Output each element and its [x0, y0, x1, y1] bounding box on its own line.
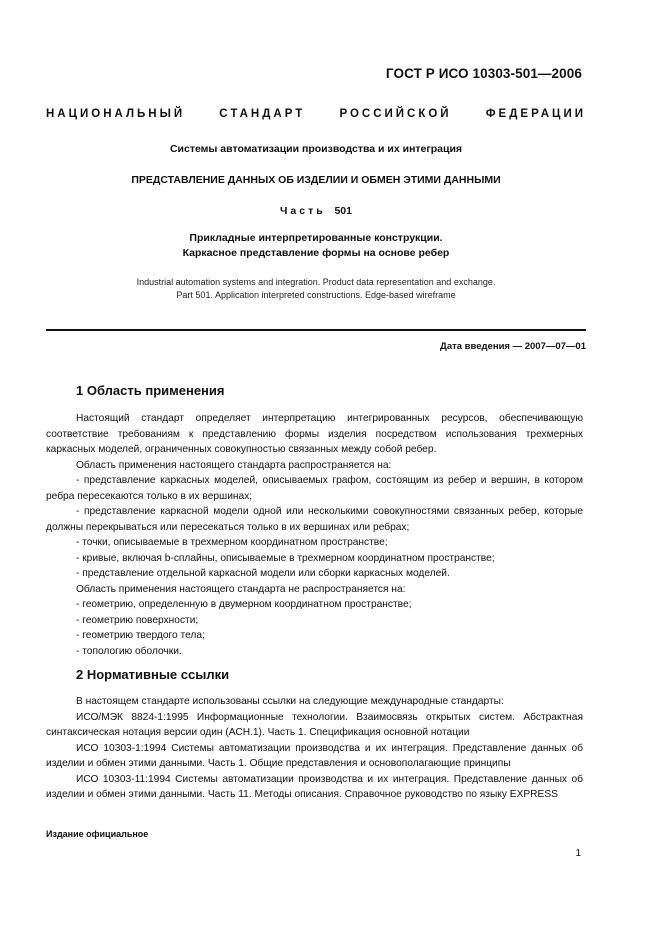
english-title-line: Part 501. Application interpreted constructions. Edge-based wireframe: [176, 290, 456, 300]
list-item: - геометрию поверхности;: [76, 614, 199, 626]
title-line: Каркасное представление формы на основе ребер: [182, 247, 450, 259]
banner-word: ФЕДЕРАЦИИ: [485, 108, 586, 120]
edition-note: Издание официальное: [46, 829, 149, 839]
title-line: Прикладные интерпретированные конструкции.: [189, 232, 443, 244]
part-word: Часть: [280, 205, 326, 217]
list-item: - геометрию, определенную в двумерном координатном пространстве;: [76, 599, 412, 610]
section-body: [46, 694, 583, 803]
reference-item: ИСО 10303-11:1994 Системы автоматизации производства и их интеграция. Представление данных об изделии и обмен этими данными. Часть 11. Методы описания. Справочное руководство по языку EXPRESS: [46, 773, 583, 800]
list-item: - точки, описываемые в трехмерном координатном пространстве;: [76, 537, 388, 548]
paragraph: Область применения настоящего стандарта не распространяется на:: [76, 583, 406, 595]
part-number: 501: [334, 205, 352, 217]
paragraph: В настоящем стандарте использованы ссылки на следующие международные стандарты:: [76, 696, 504, 707]
list-item: - геометрию твердого тела;: [76, 630, 205, 641]
national-standard-banner: [46, 108, 586, 120]
banner-word: СТАНДАРТ: [219, 108, 306, 120]
reference-item: ИСО 10303-1:1994 Системы автоматизации производства и их интеграция. Представление данных об изделии и обмен этими данными. Часть 1. Общие представления и основополагающие принципы: [46, 742, 583, 769]
document-title: [46, 231, 586, 261]
banner-word: РОССИЙСКОЙ: [339, 108, 452, 120]
section-body: [46, 411, 583, 659]
reference-item: ИСО/МЭК 8824-1:1995 Информационные технологии. Взаимосвязь открытых систем. Абстрактная синтаксическая нотация версии один (АСН.1). Часть 1. Спецификация основной нотации: [46, 711, 583, 738]
series-title: Системы автоматизации производства и их интеграция: [169, 143, 463, 155]
list-item: - кривые, включая b-сплайны, описываемые в трехмерном координатном пространстве;: [76, 552, 495, 564]
list-item: - топологию оболочки.: [76, 645, 182, 657]
section-heading: 2 Нормативные ссылки: [76, 667, 230, 682]
paragraph: Область применения настоящего стандарта распространяется на:: [76, 459, 392, 471]
english-title-line: Industrial automation systems and integration. Product data representation and exchange.: [136, 277, 496, 287]
page-number: 1: [575, 848, 581, 859]
list-item: - представление каркасных моделей, описываемых графом, состоящим из ребер и вершин, в котором ребра пересекаются только в их вершинах;: [46, 475, 583, 502]
paragraph: Настоящий стандарт определяет интерпретацию интегрированных ресурсов, обеспечивающую соответствие требованиям к представлению формы изделия посредством использования трехмерных каркасных моделей, ограниченных совокупностью связанных между собой ребер.: [46, 413, 583, 455]
divider: [46, 329, 586, 331]
list-item: - представление отдельной каркасной модели или сборки каркасных моделей.: [76, 568, 450, 579]
english-title: [46, 276, 586, 302]
subject-title: ПРЕДСТАВЛЕНИЕ ДАННЫХ ОБ ИЗДЕЛИИ И ОБМЕН ЭТИМИ ДАННЫМИ: [131, 174, 501, 186]
introduction-date: Дата введения — 2007—07—01: [440, 341, 586, 352]
list-item: - представление каркасной модели одной или несколькими совокупностями связанных ребер, которые должны перекрываться или пересекаться только в их вершинах или ребрах;: [46, 506, 583, 533]
document-code: ГОСТ Р ИСО 10303-501—2006: [385, 66, 582, 81]
section-heading: 1 Область применения: [76, 383, 225, 398]
banner-word: НАЦИОНАЛЬНЫЙ: [46, 108, 186, 120]
part-label: [46, 205, 586, 217]
